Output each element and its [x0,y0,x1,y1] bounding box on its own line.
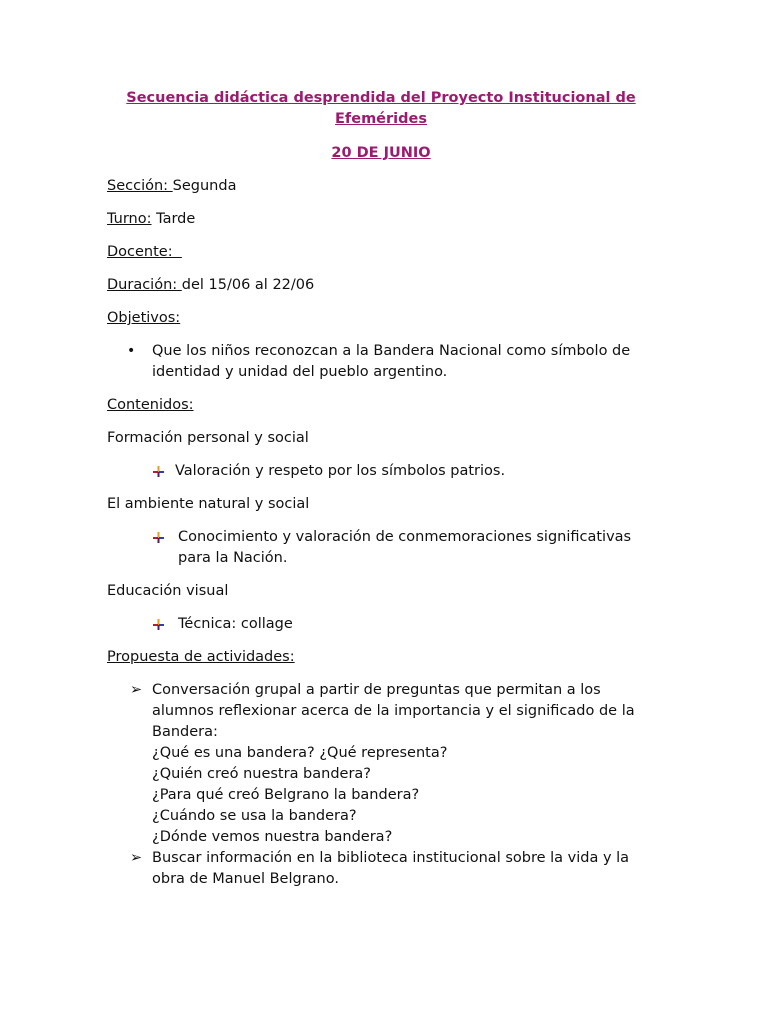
question-line: ¿Cuándo se usa la bandera? [152,808,357,824]
ambiente-item-text: Conocimiento y valoración de conmemoraciones significativas para la Nación. [178,529,632,566]
seccion-value: Segunda [172,178,237,194]
colored-plus-bullet-icon [153,466,164,477]
actividad-2-text: Buscar información en la biblioteca institucional sobre la vida y la obra de Manuel Belgrano. [152,850,630,887]
ambiente-heading: El ambiente natural y social [107,496,310,512]
colored-plus-bullet-icon [153,619,164,630]
list-item [107,848,655,890]
docente-label: Docente: [107,244,182,260]
contenidos-label: Contenidos: [107,397,194,413]
arrow-bullet-icon: ➢ [130,850,143,866]
actividad-1-intro: Conversación grupal a partir de preguntas que permitan a los alumnos reflexionar acerca de la importancia y el significado de la Bandera: [152,682,635,740]
educacion-item-text: Técnica: collage [178,616,293,632]
arrow-bullet-icon: ➢ [130,682,143,698]
list-item [107,461,655,482]
propuesta-label: Propuesta de actividades: [107,649,295,665]
turno-label: Turno: [107,211,152,227]
question-line: ¿Dónde vemos nuestra bandera? [152,829,393,845]
formacion-item-text: Valoración y respeto por los símbolos patrios. [175,463,506,479]
duracion-field [107,275,655,296]
ambiente-list [107,527,655,569]
docente-field [107,242,655,263]
list-item [107,680,655,848]
formacion-heading: Formación personal y social [107,430,309,446]
document-page [107,88,655,890]
objetivos-label: Objetivos: [107,310,181,326]
objetivos-list [107,341,655,383]
list-item [107,527,655,569]
question-line: ¿Qué es una bandera? ¿Qué representa? [152,745,448,761]
question-line: ¿Para qué creó Belgrano la bandera? [152,787,420,803]
colored-plus-bullet-icon [153,532,164,543]
educacion-list [107,614,655,635]
turno-value: Tarde [151,211,196,227]
bullet-dot-icon: • [127,343,136,359]
turno-field [107,209,655,230]
seccion-label: Sección: [107,178,173,194]
duracion-value: del 15/06 al 22/06 [181,277,315,293]
seccion-field [107,176,655,197]
list-item [107,341,655,383]
actividades-list [107,680,655,890]
objetivo-text: Que los niños reconozcan a la Bandera Nacional como símbolo de identidad y unidad del pueblo argentino. [152,343,631,380]
document-title: Secuencia didáctica desprendida del Proyecto Institucional de Efemérides [126,90,636,127]
list-item [107,614,655,635]
formacion-list [107,461,655,482]
date-title: 20 DE JUNIO [331,145,431,161]
question-line: ¿Quién creó nuestra bandera? [152,766,372,782]
duracion-label: Duración: [107,277,182,293]
educacion-heading: Educación visual [107,583,229,599]
